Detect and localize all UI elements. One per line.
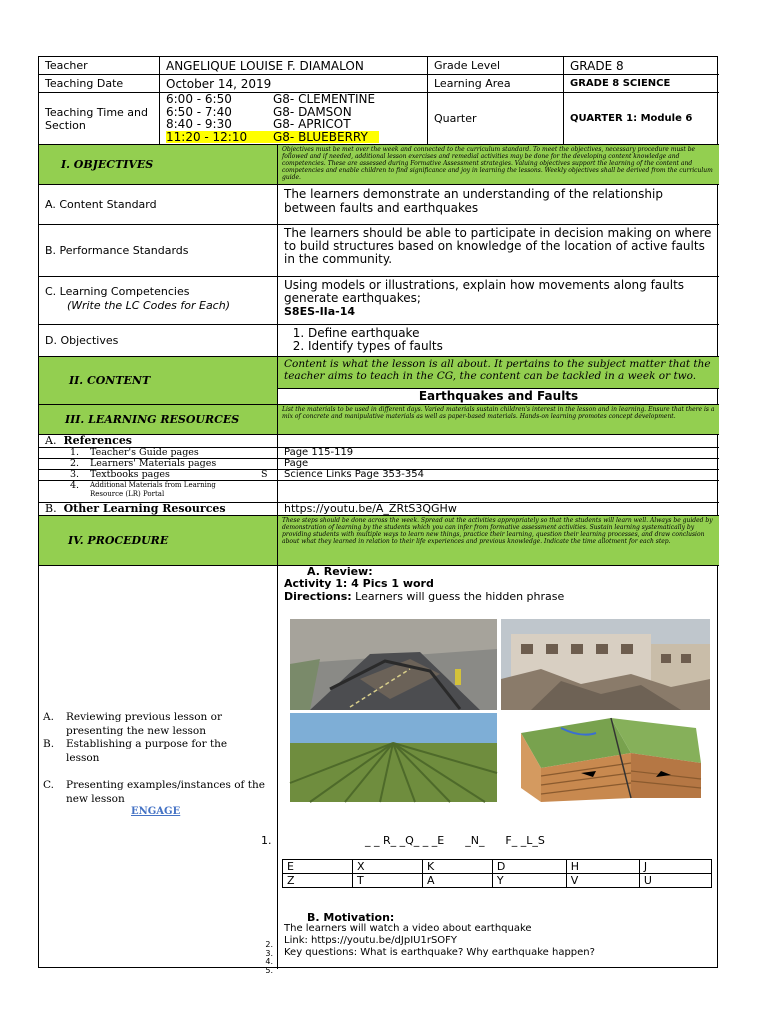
schedule-time: 6:00 - 6:50 (166, 92, 232, 106)
left-item-a-letter: A. (43, 711, 54, 723)
performance-text: The learners should be able to participate in decision making on where to build structures based on knowledge of the location of active faults in the community. (284, 226, 712, 266)
reference-row (39, 481, 719, 503)
procedure-left-cell (39, 566, 278, 975)
schedule-time: 11:20 - 12:10 (166, 129, 248, 144)
objectives-list (278, 327, 719, 353)
schedule-time: 6:50 - 7:40 (166, 104, 232, 119)
reference-value (278, 481, 719, 502)
competencies-sub: (Write the LC Codes for Each) (67, 299, 230, 312)
letter-cell: Z (283, 874, 353, 888)
letter-cell: J (639, 860, 711, 874)
letter-row (283, 860, 712, 874)
competencies-text: Using models or illustrations, explain how movements along faults generate earthquakes; (284, 278, 685, 305)
motivation-numbers (259, 941, 273, 975)
competencies-cell-right (278, 277, 719, 324)
content-note: Content is what the lesson is all about. It pertains to the subject matter that the teacher aims to teach in the CG, the content can be tackled in a week or two. (278, 357, 719, 389)
content-standard-label: A. Content Standard (39, 185, 278, 224)
references-cell (39, 435, 278, 447)
letter-cell: D (492, 860, 566, 874)
reference-label-cell (39, 448, 278, 458)
schedule-section: G8- BLUEBERRY (273, 129, 368, 144)
learning-area-label: Learning Area (428, 75, 564, 92)
letter-grid (282, 859, 712, 888)
content-standard-text: The learners demonstrate an understanding of the relationship between faults and earthquakes (284, 187, 663, 215)
performance-row (39, 225, 719, 277)
letter-cell: Y (492, 874, 566, 888)
motivation-title: B. Motivation: (307, 911, 395, 924)
reference-value: Page (284, 458, 309, 469)
procedure-right-cell (278, 566, 719, 969)
grade-level-value: GRADE 8 (570, 58, 624, 73)
grade-level-label: Grade Level (428, 57, 564, 74)
left-item-c-letter: C. (43, 779, 54, 791)
resources-heading: III. LEARNING RESOURCES (39, 405, 278, 434)
reference-label-cell (39, 481, 278, 502)
reference-value: Science Links Page 353-354 (284, 469, 424, 480)
objective-item: 2. Identify types of faults (308, 340, 719, 353)
motivation-num: 5. (265, 965, 273, 975)
reference-label-cell (39, 459, 278, 469)
procedure-note: These steps should be done across the week. Spread out the activities appropriately so that the students will learn well. Always be guided by demonstration of learning by the students which you can infer from formative assessment activities. Sustain learning systematically by providing students with multiple ways to learn new things, practice their learning, question their learning processes, and draw conclusion about what they learned in relation to their life experiences and previous knowledge. Indicate the time allotment for each step. (282, 517, 713, 545)
other-resources-letter: B. (45, 502, 57, 515)
letter-cell: V (566, 874, 639, 888)
letter-cell: K (422, 860, 492, 874)
other-resources-row (39, 503, 719, 516)
teaching-time-label: Teaching Time and Section (39, 93, 160, 144)
procedure-heading-row (39, 516, 719, 566)
performance-label: B. Performance Standards (39, 225, 278, 276)
objectives-row (39, 325, 719, 357)
reference-label: Learners' Materials pages (90, 458, 217, 469)
references-title: References (63, 434, 133, 447)
schedule-section: G8- DAMSON (273, 104, 352, 119)
objectives-heading-row (39, 145, 719, 185)
schedule-list (160, 93, 428, 144)
content-heading: II. CONTENT (39, 357, 278, 404)
reference-num: 1. (70, 447, 80, 458)
objectives-cell (278, 325, 719, 356)
reference-label: Textbooks pages (90, 469, 170, 480)
objectives-heading: I. OBJECTIVES (39, 145, 278, 184)
letter-cell: E (283, 860, 353, 874)
other-resources-title: Other Learning Resources (63, 502, 226, 515)
motivation-line: Link: https://youtu.be/dJpIU1rSOFY (284, 935, 458, 946)
schedule-row (39, 93, 719, 145)
reference-label: Additional Materials from Learning Resource (LR) Portal (90, 481, 216, 498)
teacher-name: ANGELIQUE LOUISE F. DIAMALON (160, 57, 428, 74)
quarter-label: Quarter (428, 93, 564, 144)
letter-cell: H (566, 860, 639, 874)
letter-cell: U (639, 874, 711, 888)
teacher-row (39, 57, 719, 75)
directions-label: Directions: (284, 590, 352, 603)
letter-cell: X (352, 860, 422, 874)
motivation-line: The learners will watch a video about earthquake (284, 923, 532, 934)
collapsed-building-photo (501, 619, 710, 710)
content-cell (278, 357, 719, 404)
hidden-phrase: _ _ R_ _Q_ _ _E _N_ F_ _L_S (365, 834, 545, 847)
schedule-item-highlighted (166, 131, 421, 144)
fault-block-diagram (501, 713, 710, 802)
references-blank (278, 435, 719, 447)
resources-note: List the materials to be used in different days. Varied materials sustain children's interest in the lesson and in learning. Ensure that there is a mix of concrete and manipulative materials as well as paper-based materials. Hands-on learning promotes concept development. (282, 406, 715, 420)
teacher-label: Teacher (39, 57, 160, 74)
left-item-b-letter: B. (43, 738, 55, 750)
schedule-time: 8:40 - 9:30 (166, 117, 232, 131)
blank-number: 1. (261, 834, 272, 847)
left-item-a: Reviewing previous lesson or presenting the new lesson (66, 711, 222, 737)
directions-line (284, 590, 564, 603)
plowed-field-photo (290, 713, 497, 802)
directions-text: Learners will guess the hidden phrase (351, 590, 565, 603)
letter-cell: T (352, 874, 422, 888)
competencies-label: C. Learning Competencies (45, 285, 190, 298)
teaching-date-value: October 14, 2019 (160, 75, 428, 92)
teaching-date-label: Teaching Date (39, 75, 160, 92)
schedule-section: G8- APRICOT (273, 117, 351, 131)
schedule-section: G8- CLEMENTINE (273, 92, 376, 106)
letter-row (283, 874, 712, 888)
left-item-b: Establishing a purpose for the lesson (66, 738, 228, 764)
content-row (39, 357, 719, 405)
reference-value: Page 115-119 (284, 447, 354, 458)
reference-label-cell (39, 470, 278, 480)
review-title: A. Review: (307, 565, 373, 578)
engage-label: ENGAGE (131, 806, 181, 817)
resources-heading-row (39, 405, 719, 435)
reference-label: Teacher's Guide pages (90, 447, 199, 458)
references-letter: A. (45, 434, 57, 447)
activity-title: Activity 1: 4 Pics 1 word (284, 577, 434, 590)
motivation-num: 2. (265, 940, 273, 949)
reference-num: 2. (70, 458, 80, 469)
motivation-lines (284, 923, 595, 959)
motivation-line: Key questions: What is earthquake? Why earthquake happen? (284, 947, 595, 958)
left-item-c: Presenting examples/instances of the new lesson (66, 779, 265, 805)
lesson-plan-table (38, 56, 718, 975)
highlight-band (166, 131, 379, 144)
reference-num: 4. (70, 480, 80, 491)
motivation-num: 3. (265, 948, 273, 958)
objectives-label: D. Objectives (39, 325, 278, 356)
objectives-note: Objectives must be met over the week and connected to the curriculum standard. To meet the objectives, necessary procedure must be followed and if needed, additional lesson exercises and remedial activities may be done for the developing content knowledge and competencies. These are assessed during Formative Assessment strategies. Valuing objectives support the learning of the content and competencies and enable children to find significance and joy in learning the lessons. Weekly objectives shall be derived from the curriculum guide. (282, 146, 713, 181)
lc-code: S8ES-IIa-14 (284, 305, 356, 318)
procedure-body-row (39, 565, 719, 975)
content-topic: Earthquakes and Faults (418, 389, 579, 403)
reference-num: 3. (70, 469, 80, 480)
textbook-mark: S (261, 469, 268, 480)
learning-area-value: GRADE 8 SCIENCE (570, 78, 671, 89)
date-row (39, 75, 719, 93)
objective-item: 1. Define earthquake (308, 327, 719, 340)
letter-cell: A (422, 874, 492, 888)
competencies-cell (39, 277, 278, 324)
other-resources-cell (39, 503, 278, 515)
competencies-row (39, 277, 719, 325)
motivation-num: 4. (265, 957, 273, 966)
procedure-heading: IV. PROCEDURE (39, 516, 278, 565)
other-resources-link[interactable]: https://youtu.be/A_ZRtS3QGHw (284, 502, 457, 515)
content-standard-row (39, 185, 719, 225)
cracked-road-photo (290, 619, 497, 710)
reference-row (39, 470, 719, 481)
quarter-value: QUARTER 1: Module 6 (570, 113, 693, 124)
